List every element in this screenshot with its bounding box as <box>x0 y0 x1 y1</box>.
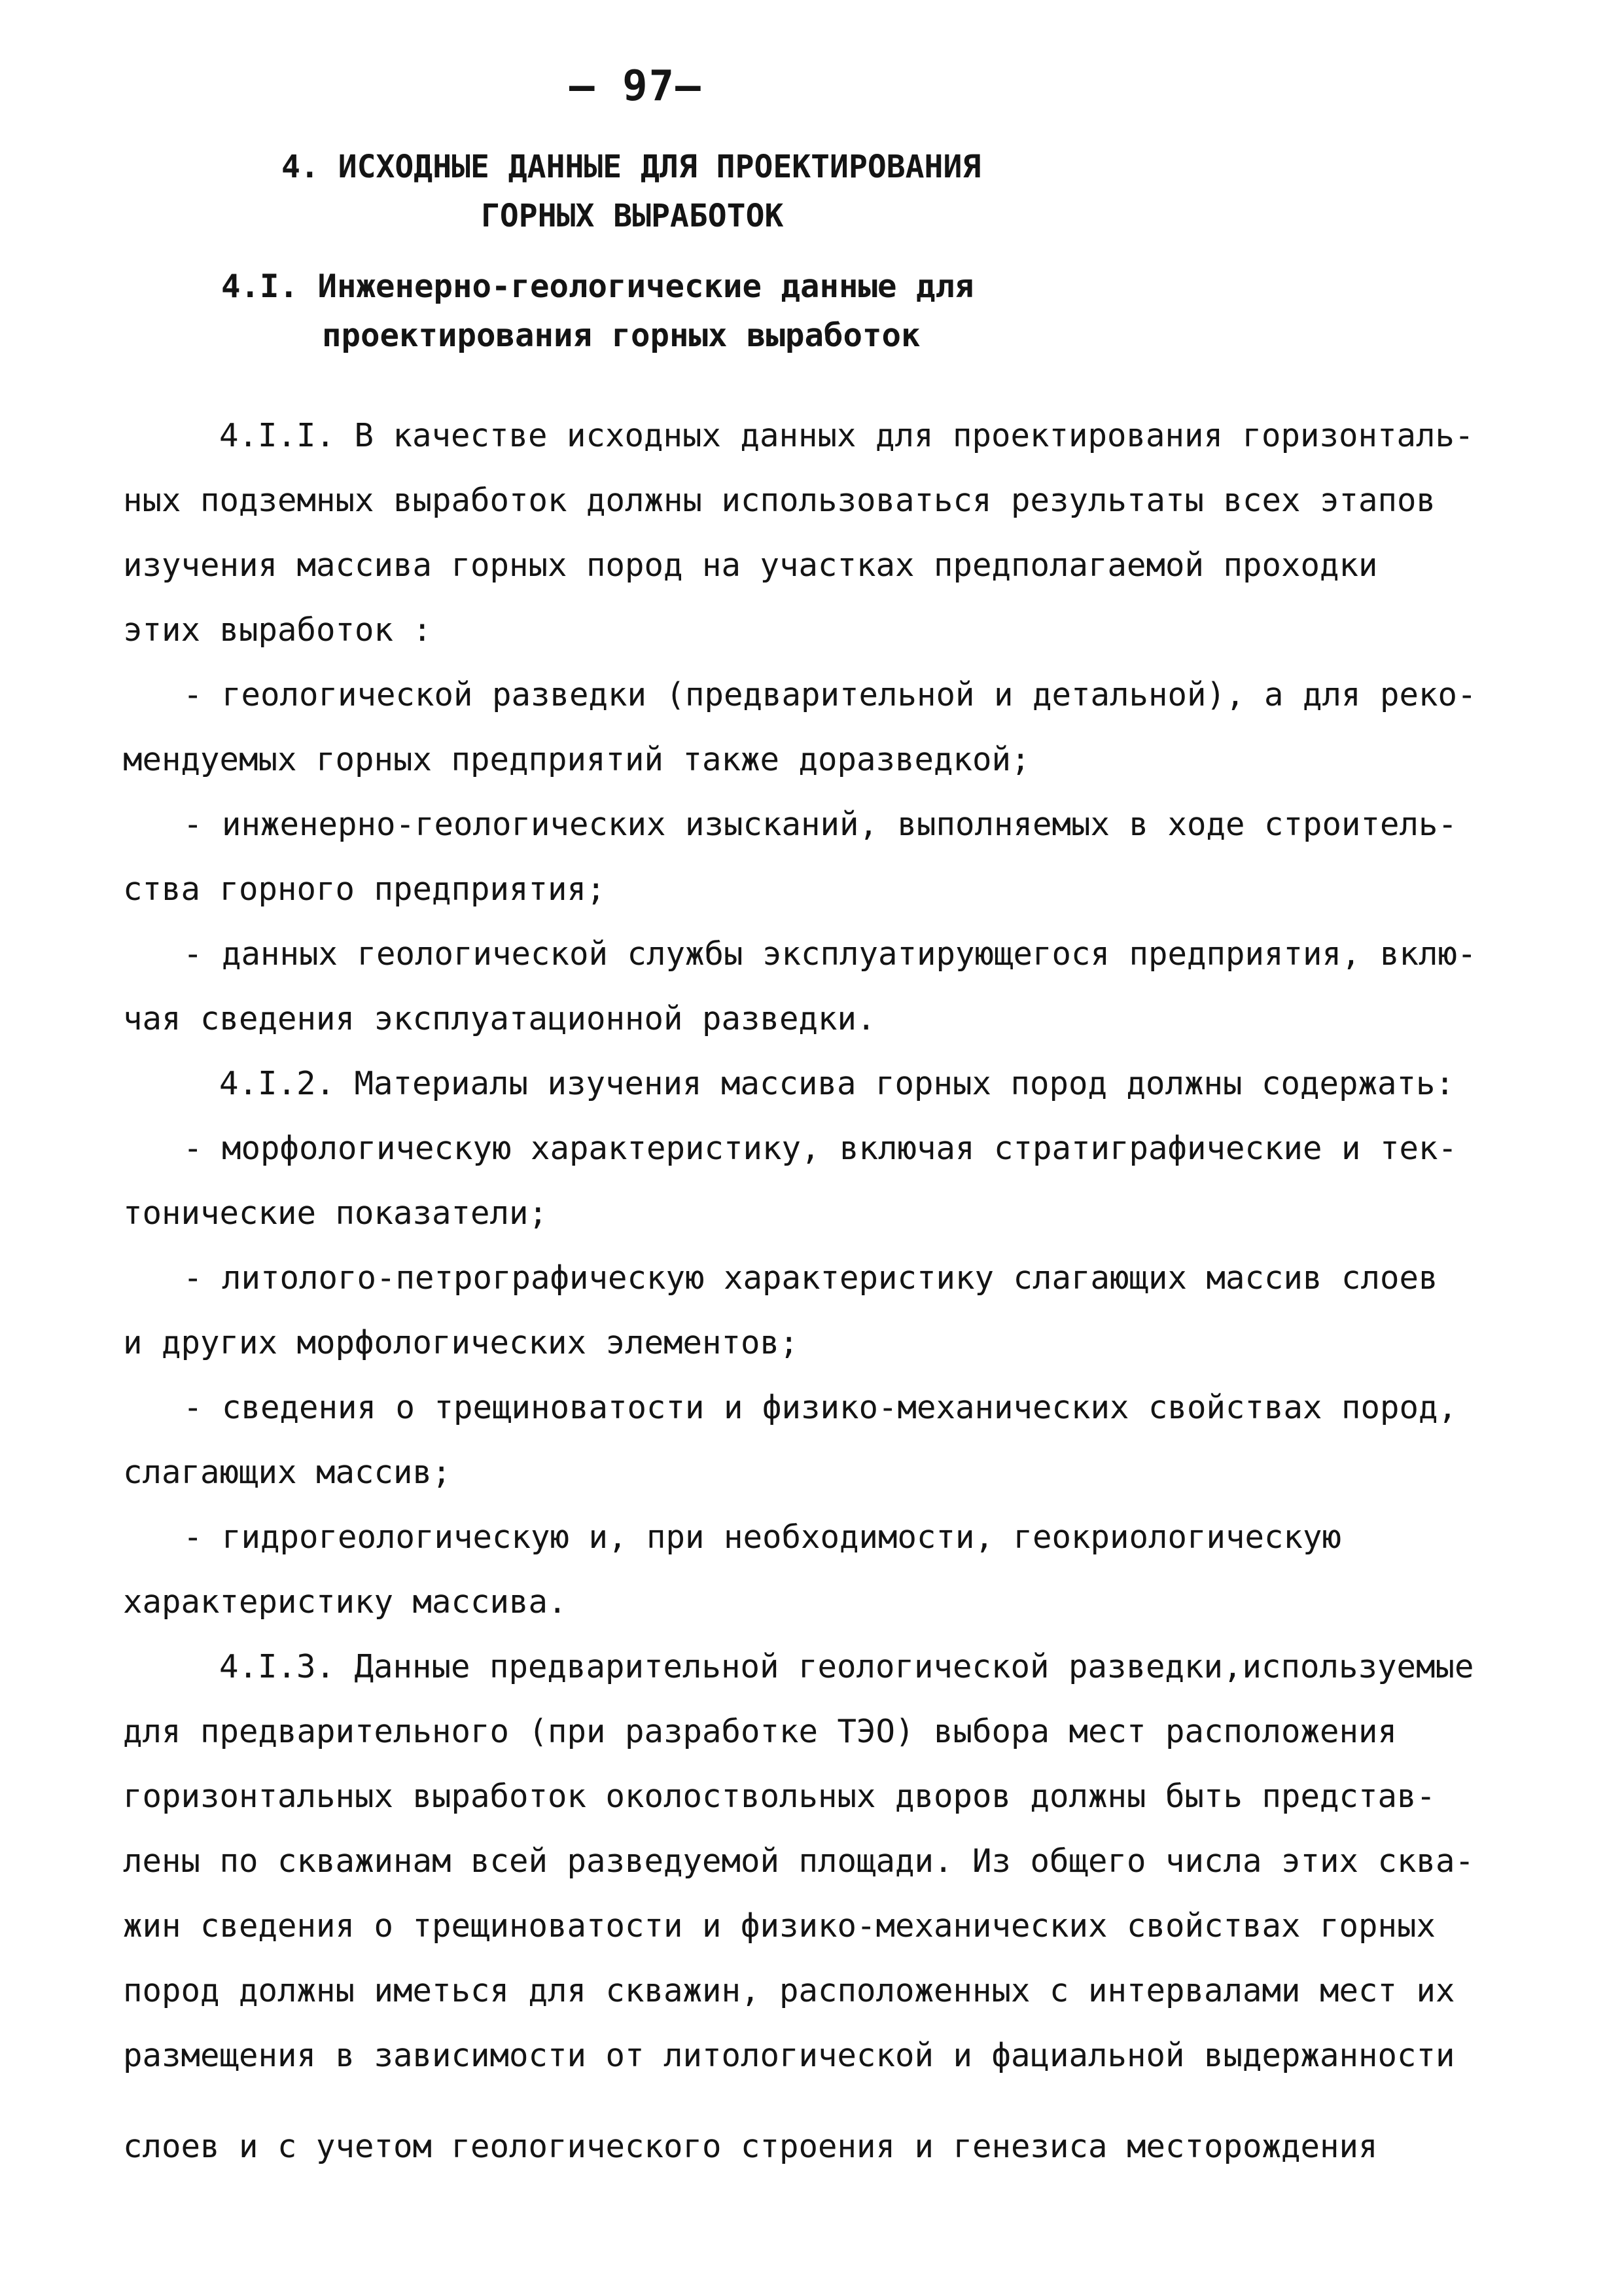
body-line: 4.I.2. Материалы изучения массива горных пород должны содержать: <box>219 1065 1455 1102</box>
body-line: - гидрогеологическую и, при необходимости, геокриологическую <box>183 1518 1342 1556</box>
section-title-line-1: 4. ИСХОДНЫЕ ДАННЫЕ ДЛЯ ПРОЕКТИРОВАНИЯ <box>281 149 981 185</box>
body-line: пород должны иметься для скважин, расположенных с интервалами мест их <box>123 1972 1455 2009</box>
body-line: ства горного предприятия; <box>123 870 606 908</box>
body-line: лены по скважинам всей разведуемой площади. Из общего числа этих сква- <box>123 1842 1475 1880</box>
body-line: слагающих массив; <box>123 1454 451 1491</box>
body-line: слоев и с учетом геологического строения и генезиса месторождения <box>123 2128 1378 2165</box>
body-line: 4.I.3. Данные предварительной геологической разведки,используемые <box>219 1648 1474 1685</box>
body-line: - геологической разведки (предварительной и детальной), а для реко- <box>183 676 1477 713</box>
body-line: горизонтальных выработок околоствольных дворов должны быть представ- <box>123 1778 1436 1815</box>
section-title-line-2: ГОРНЫХ ВЫРАБОТОК <box>481 198 784 234</box>
body-line: мендуемых горных предприятий также доразведкой; <box>123 741 1031 778</box>
body-line: изучения массива горных пород на участках предполагаемой проходки <box>123 547 1378 584</box>
page-number: — 97— <box>569 62 702 111</box>
body-line: размещения в зависимости от литологической и фациальной выдержанности <box>123 2037 1455 2074</box>
body-line: и других морфологических элементов; <box>123 1324 799 1361</box>
body-line: - данных геологической службы эксплуатирующегося предприятия, вклю- <box>183 935 1477 973</box>
body-line: - морфологическую характеристику, включая стратиграфические и тек- <box>183 1130 1458 1167</box>
body-line: - инженерно-геологических изысканий, выполняемых в ходе строитель- <box>183 806 1458 843</box>
body-line: для предварительного (при разработке ТЭО) выбора мест расположения <box>123 1713 1398 1750</box>
body-line: ных подземных выработок должны использоваться результаты всех этапов <box>123 482 1436 519</box>
subsection-title-line-2: проектирования горных выработок <box>322 317 921 354</box>
body-line: - сведения о трещиноватости и физико-механических свойствах пород, <box>183 1389 1458 1426</box>
subsection-title-line-1: 4.I. Инженерно-геологические данные для <box>221 268 974 305</box>
body-line: 4.I.I. В качестве исходных данных для проектирования горизонталь- <box>219 417 1474 454</box>
body-line: характеристику массива. <box>123 1583 567 1621</box>
body-line: тонические показатели; <box>123 1194 548 1232</box>
body-line: этих выработок : <box>123 611 432 649</box>
body-line: жин сведения о трещиноватости и физико-механических свойствах горных <box>123 1907 1436 1945</box>
body-line: чая сведения эксплуатационной разведки. <box>123 1000 876 1037</box>
body-line: - литолого-петрографическую характеристику слагающих массив слоев <box>183 1259 1438 1297</box>
